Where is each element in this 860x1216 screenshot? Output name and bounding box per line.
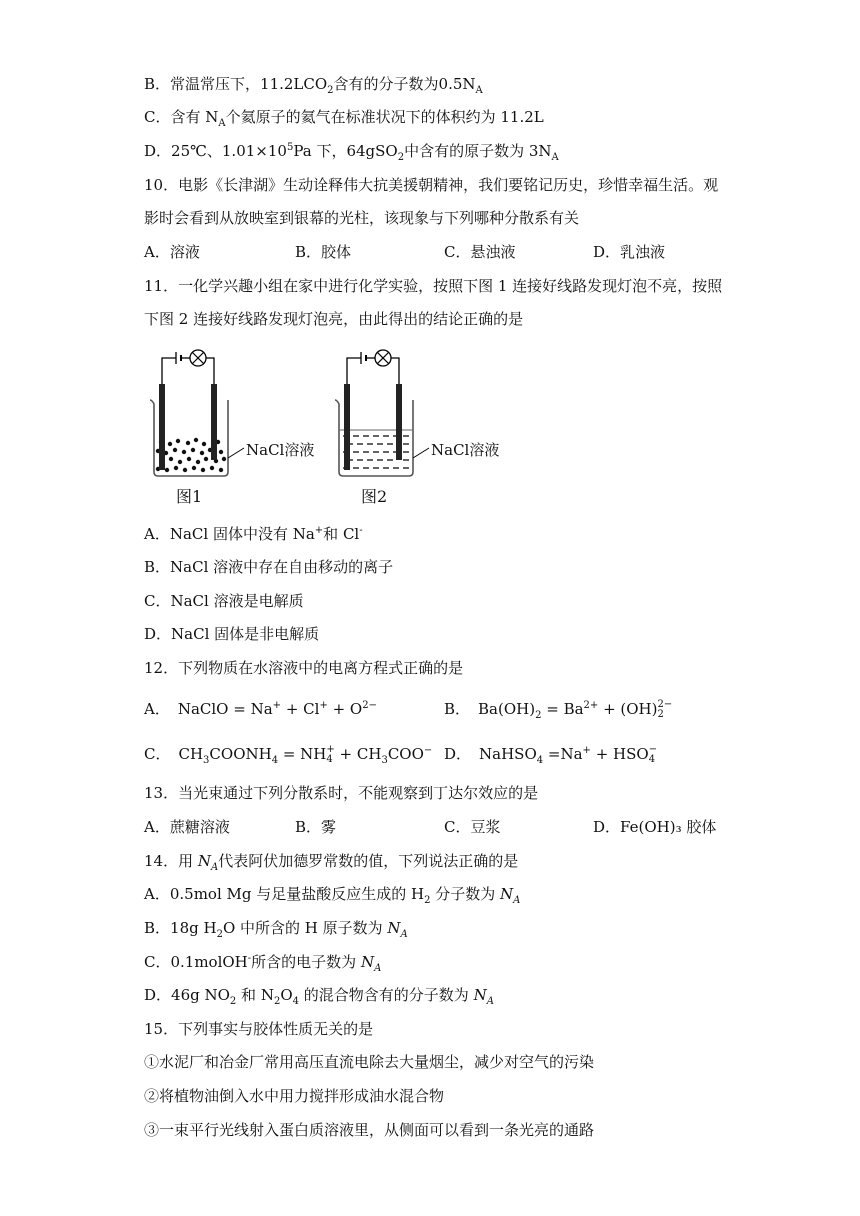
q15-item-1: ①水泥厂和冶金厂常用高压直流电除去大量烟尘，减少对空气的污染 <box>144 1053 595 1071</box>
q12-option-b: B． $Ba(OH)_2 = Ba^{2+} + (OH)$ 2− 2 <box>444 699 673 721</box>
q15-item-3: ③一束平行光线射入蛋白质溶液里，从侧面可以看到一条光亮的通路 <box>144 1121 595 1139</box>
figure-2-label: NaCl溶液 <box>431 441 500 459</box>
q10-stem-line1: 10．电影《长津湖》生动诠释伟大抗美援朝精神，我们要铭记历史，珍惜幸福生活。观 <box>144 176 719 194</box>
q15-stem: 15．下列事实与胶体性质无关的是 <box>144 1020 374 1038</box>
figure-2-beaker-solution <box>329 344 509 484</box>
q14-stem: 14．用 $N_A$代表阿伏加德罗常数的值，下列说法正确的是 <box>144 852 519 873</box>
q10-option-d: D．乳浊液 <box>593 243 666 261</box>
q13-option-d: D．Fe(OH)₃ 胶体 <box>593 818 717 836</box>
figure-1-caption: 图1 <box>176 487 203 506</box>
q12-option-d: D． NaHSO$_4$ =Na+ + HSO − 4 <box>444 744 658 766</box>
q14-option-a: A．0.5mol Mg 与足量盐酸反应生成的 $H_2$ 分子数为 $N_A$ <box>144 885 521 906</box>
q9-option-c: C．含有 $N_A$个氦原子的氦气在标准状况下的体积约为 11.2L <box>144 108 544 129</box>
q11-option-b: B．NaCl 溶液中存在自由移动的离子 <box>144 558 394 576</box>
q13-stem: 13．当光束通过下列分散系时，不能观察到丁达尔效应的是 <box>144 784 539 802</box>
q15-item-2: ②将植物油倒入水中用力搅拌形成油水混合物 <box>144 1087 445 1105</box>
q14-option-d: D．46g $NO_2$ 和 $N_2O_4$ 的混合物含有的分子数为 $N_A$ <box>144 986 494 1007</box>
q12-option-c: C． $CH_3COONH_4$ = NH + 4 + $CH_3COO^-$ <box>144 744 433 766</box>
figure-1-beaker-solid <box>144 344 324 484</box>
q11-option-d: D．NaCl 固体是非电解质 <box>144 625 320 643</box>
q14-option-c: C．0.1molOH-所含的电子数为 $N_A$ <box>144 953 382 974</box>
q14-option-b: B．18g $H_2O$ 中所含的 H 原子数为 $N_A$ <box>144 919 408 940</box>
q11-option-c: C．NaCl 溶液是电解质 <box>144 592 304 610</box>
q11-stem-line1: 11．一化学兴趣小组在家中进行化学实验，按照下图 1 连接好线路发现灯泡不亮，按照 <box>144 277 723 295</box>
figure-2-caption: 图2 <box>361 487 388 506</box>
q13-option-a: A．蔗糖溶液 <box>144 818 230 836</box>
q12-option-a: A． NaClO = $Na^+ + Cl^+ + O^{2-}$ <box>144 700 377 718</box>
q10-option-c: C．悬浊液 <box>444 243 516 261</box>
q10-option-a: A．溶液 <box>144 243 200 261</box>
q10-option-b: B．胶体 <box>295 243 352 261</box>
q13-option-c: C．豆浆 <box>444 818 501 836</box>
q9-option-b: B．常温常压下，$11.2LCO_2$含有的分子数为$0.5N_A$ <box>144 75 483 96</box>
q11-stem-line2: 下图 2 连接好线路发现灯泡亮，由此得出的结论正确的是 <box>144 310 524 328</box>
q13-option-b: B．雾 <box>295 818 337 836</box>
q11-option-a: A．NaCl 固体中没有 Na+和 Cl- <box>144 525 363 543</box>
q10-stem-line2: 影时会看到从放映室到银幕的光柱，该现象与下列哪种分散系有关 <box>144 209 580 227</box>
figure-1-label: NaCl溶液 <box>246 441 315 459</box>
q12-stem: 12．下列物质在水溶液中的电离方程式正确的是 <box>144 659 464 677</box>
q9-option-d: D．25℃、$1.01\times 10^5Pa$ 下，64gSO$_2$中含有的原子数为 $3N_A$ <box>144 142 559 163</box>
